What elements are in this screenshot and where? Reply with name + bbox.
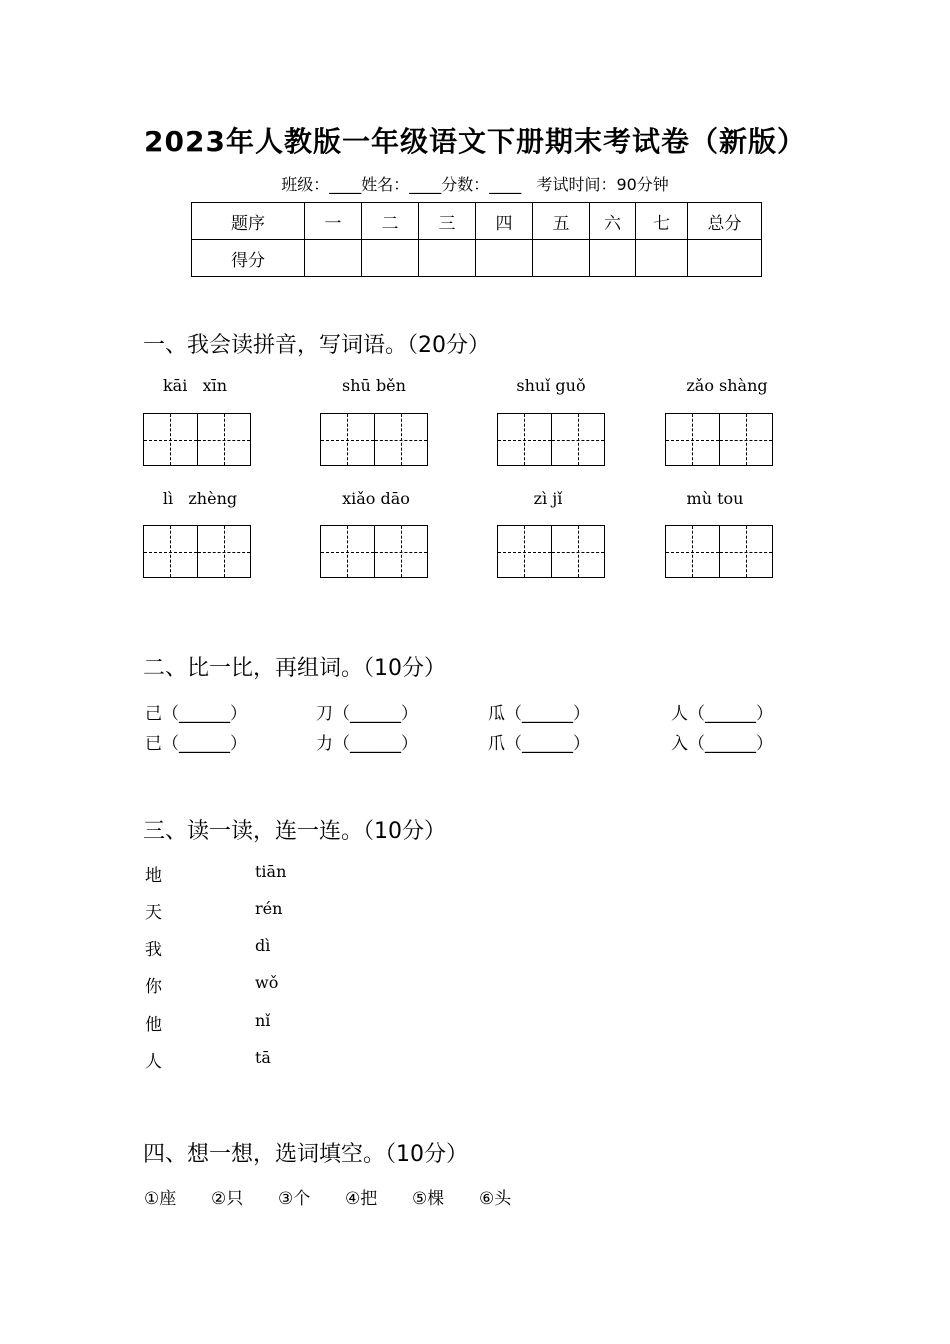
table-cell: 六: [590, 203, 636, 240]
writing-grid[interactable]: [320, 413, 428, 466]
section-1-title: 一、我会读拼音，写词语。（20分）: [143, 333, 490, 358]
pinyin-label: zǎo shàng: [686, 376, 768, 395]
score-cell[interactable]: [636, 240, 688, 277]
score-cell[interactable]: [419, 240, 476, 277]
score-table-header-row: [192, 203, 762, 240]
match-pinyin[interactable]: tā: [255, 1048, 271, 1067]
table-cell: 题序: [192, 203, 305, 240]
compare-item[interactable]: 入（______）: [671, 734, 773, 754]
writing-grid[interactable]: [497, 413, 605, 466]
compare-item[interactable]: 人（______）: [671, 704, 773, 724]
match-pinyin[interactable]: nǐ: [255, 1011, 271, 1030]
pinyin-label: shuǐ guǒ: [516, 376, 586, 395]
score-cell[interactable]: [688, 240, 762, 277]
score-cell[interactable]: [533, 240, 590, 277]
compare-item[interactable]: 瓜（______）: [488, 704, 590, 724]
compare-item[interactable]: 己（______）: [145, 704, 247, 724]
pinyin-label: mù tou: [686, 489, 744, 508]
table-cell: 四: [476, 203, 533, 240]
pinyin-label: xiǎo dāo: [342, 489, 410, 508]
compare-item[interactable]: 爪（______）: [488, 734, 590, 754]
match-character[interactable]: 人: [145, 1052, 162, 1072]
writing-grid[interactable]: [143, 413, 251, 466]
score-cell[interactable]: [590, 240, 636, 277]
writing-grid[interactable]: [320, 525, 428, 578]
table-cell: 一: [305, 203, 362, 240]
compare-item[interactable]: 已（______）: [145, 734, 247, 754]
score-cell[interactable]: [476, 240, 533, 277]
pinyin-label: kāi xīn: [162, 376, 228, 395]
table-cell: 得分: [192, 240, 305, 277]
writing-grid[interactable]: [497, 525, 605, 578]
match-character[interactable]: 我: [145, 940, 162, 960]
score-cell[interactable]: [362, 240, 419, 277]
pinyin-label: lì zhèng: [162, 489, 238, 508]
match-pinyin[interactable]: dì: [255, 936, 271, 955]
section-4-title: 四、想一想，选词填空。（10分）: [143, 1142, 468, 1167]
section-2-title: 二、比一比，再组词。（10分）: [143, 656, 446, 681]
compare-item[interactable]: 力（______）: [316, 734, 418, 754]
score-table: [191, 202, 762, 277]
word-option: ④把: [345, 1189, 378, 1209]
page-title: 2023年人教版一年级语文下册期末考试卷（新版）: [144, 125, 806, 158]
section-3-title: 三、读一读，连一连。（10分）: [143, 819, 446, 844]
match-pinyin[interactable]: tiān: [255, 862, 287, 881]
match-character[interactable]: 你: [145, 977, 162, 997]
writing-grid[interactable]: [665, 413, 773, 466]
pinyin-label: zì jǐ: [533, 489, 563, 508]
student-info-line: 班级：____姓名：____分数：____ 考试时间：90分钟: [281, 175, 669, 194]
pinyin-label: shū běn: [342, 376, 406, 395]
score-cell[interactable]: [305, 240, 362, 277]
writing-grid[interactable]: [665, 525, 773, 578]
word-option: ⑥头: [479, 1189, 512, 1209]
match-character[interactable]: 天: [145, 903, 162, 923]
table-cell: 七: [636, 203, 688, 240]
table-cell: 二: [362, 203, 419, 240]
match-pinyin[interactable]: rén: [255, 899, 283, 918]
match-character[interactable]: 地: [145, 866, 162, 886]
table-cell: 三: [419, 203, 476, 240]
score-table-score-row: [192, 240, 762, 277]
writing-grid[interactable]: [143, 525, 251, 578]
table-cell: 五: [533, 203, 590, 240]
word-option: ②只: [211, 1189, 244, 1209]
match-pinyin[interactable]: wǒ: [255, 973, 279, 992]
word-option: ①座: [144, 1189, 177, 1209]
table-cell: 总分: [688, 203, 762, 240]
word-option: ⑤棵: [412, 1189, 445, 1209]
word-option: ③个: [278, 1189, 311, 1209]
compare-item[interactable]: 刀（______）: [316, 704, 418, 724]
match-character[interactable]: 他: [145, 1015, 162, 1035]
